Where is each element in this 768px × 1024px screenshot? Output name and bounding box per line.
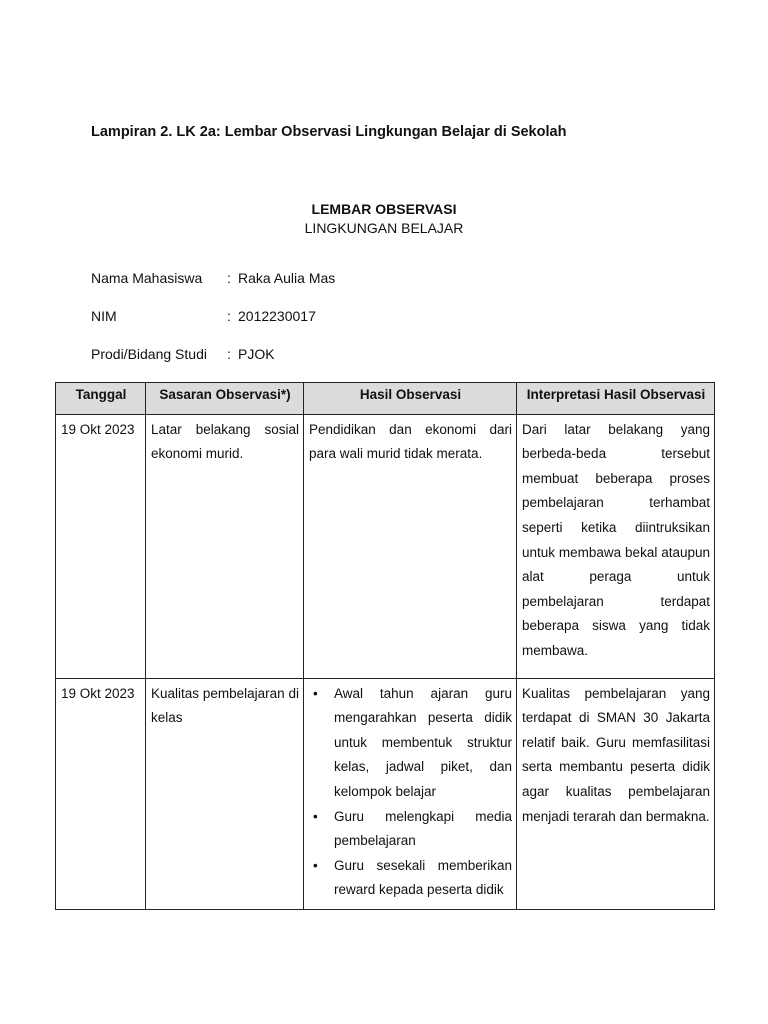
- info-value: PJOK: [238, 346, 275, 362]
- header-tanggal: Tanggal: [56, 383, 146, 415]
- header-hasil: Hasil Observasi: [304, 383, 517, 415]
- cell-interpretasi: Kualitas pembelajaran yang terdapat di SMAN 30 Jakarta relatif baik. Guru memfasilitasi serta membantu peserta didik agar kualitas pembelajaran menjadi terarah dan bermakna.: [517, 678, 715, 909]
- bullet-icon: •: [313, 857, 318, 873]
- info-colon: :: [227, 308, 231, 324]
- list-item: [313, 682, 512, 805]
- cell-hasil: [304, 678, 517, 909]
- observation-table: [55, 382, 715, 910]
- title-line-1: LEMBAR OBSERVASI: [311, 201, 457, 217]
- table-row: [56, 678, 715, 909]
- page-heading: Lampiran 2. LK 2a: Lembar Observasi Lingkungan Belajar di Sekolah: [91, 124, 567, 140]
- info-label: Prodi/Bidang Studi: [91, 346, 207, 362]
- info-label: NIM: [91, 308, 117, 324]
- title-line-2: LINGKUNGAN BELAJAR: [304, 220, 464, 236]
- cell-interpretasi: Dari latar belakang yang berbeda-beda tersebut membuat beberapa proses pembelajaran terhambat seperti ketika diintruksikan untuk membawa bekal ataupun alat peraga untuk pembelajaran terdapat beberapa siswa yang tidak membawa.: [517, 414, 715, 678]
- info-value: Raka Aulia Mas: [238, 270, 336, 286]
- cell-tanggal: 19 Okt 2023: [56, 678, 146, 909]
- table-row: [56, 414, 715, 678]
- list-item-text: Guru sesekali memberikan reward kepada peserta didik: [334, 857, 512, 898]
- bullet-icon: •: [313, 808, 318, 824]
- cell-sasaran: Kualitas pembelajaran di kelas: [146, 678, 304, 909]
- header-interpretasi: Interpretasi Hasil Observasi: [517, 383, 715, 415]
- cell-tanggal: 19 Okt 2023: [56, 414, 146, 678]
- info-value: 2012230017: [238, 308, 316, 324]
- table-header-row: [56, 383, 715, 415]
- info-colon: :: [227, 346, 231, 362]
- list-item: [313, 854, 512, 903]
- hasil-bullet-list: [309, 682, 512, 903]
- info-label: Nama Mahasiswa: [91, 270, 203, 286]
- list-item-text: Guru melengkapi media pembelajaran: [334, 808, 512, 849]
- header-sasaran: Sasaran Observasi*): [146, 383, 304, 415]
- info-colon: :: [227, 270, 231, 286]
- list-item-text: Awal tahun ajaran guru mengarahkan peserta didik untuk membentuk struktur kelas, jadwal piket, dan kelompok belajar: [334, 685, 512, 799]
- document-title: [0, 200, 768, 238]
- bullet-icon: •: [313, 685, 318, 701]
- list-item: [313, 805, 512, 854]
- cell-hasil: Pendidikan dan ekonomi dari para wali murid tidak merata.: [304, 414, 517, 678]
- cell-sasaran: Latar belakang sosial ekonomi murid.: [146, 414, 304, 678]
